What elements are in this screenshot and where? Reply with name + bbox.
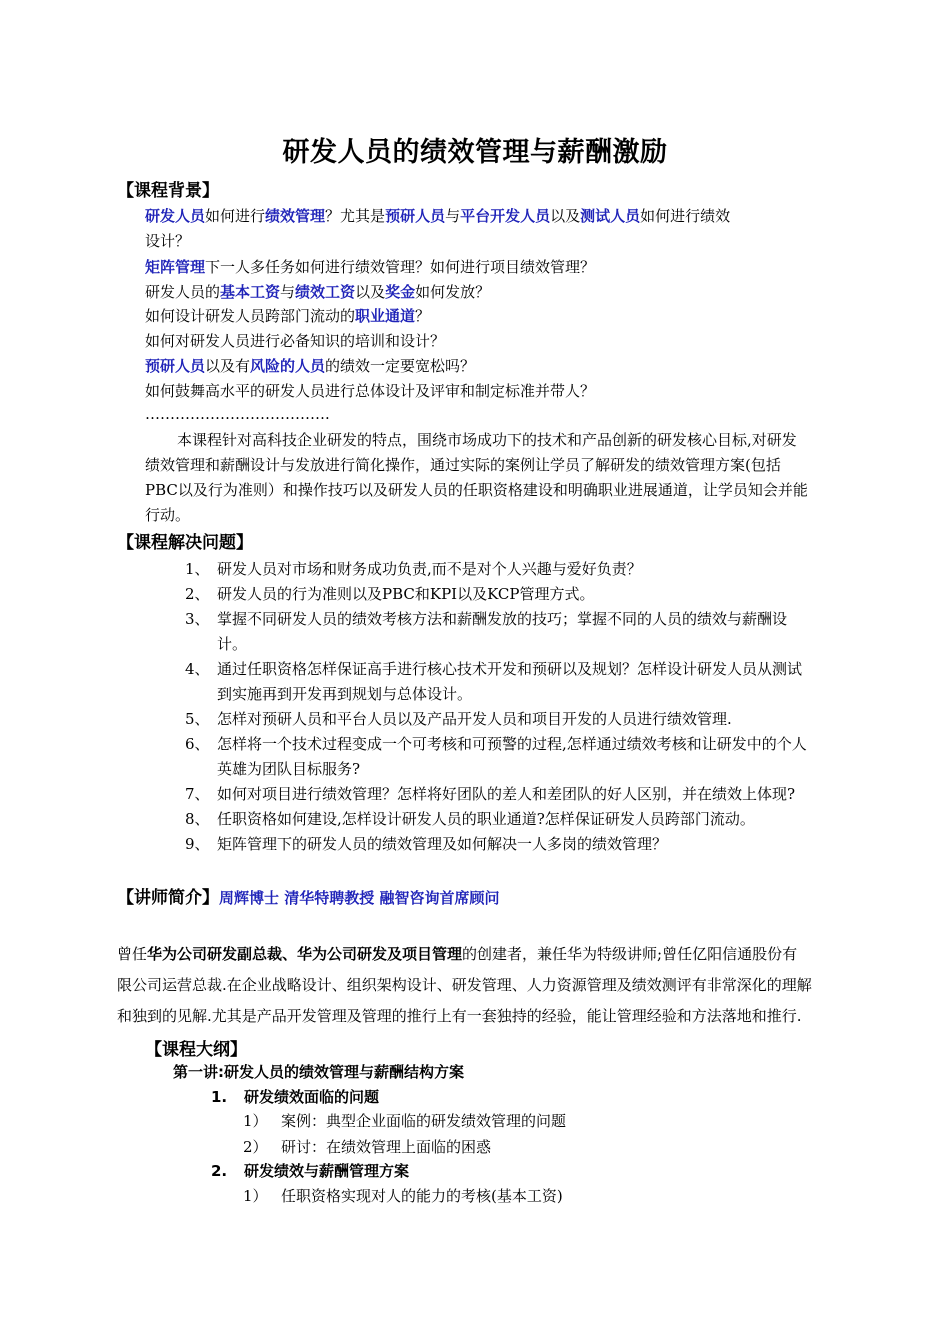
outline-section: [211, 1086, 379, 1107]
section-number: 2.: [211, 1162, 228, 1180]
item-text: 怎样对预研人员和平台人员以及产品开发人员和项目开发的人员进行绩效管理.: [217, 710, 732, 728]
text: 设计？: [145, 232, 191, 250]
section-title: 研发绩效与薪酬管理方案: [244, 1162, 410, 1180]
background-heading: 【课程背景】: [117, 181, 219, 201]
list-item: [185, 832, 810, 857]
list-item: [185, 607, 810, 657]
sub-title: 研讨：在绩效管理上面临的困惑: [281, 1138, 492, 1156]
list-item: [185, 657, 810, 707]
problems-heading: 【课程解决问题】: [117, 533, 253, 553]
lecturer-name: 周辉博士 清华特聘教授 融智咨询首席顾问: [219, 889, 500, 907]
item-text: 怎样将一个技术过程变成一个可考核和可预警的过程,怎样通过绩效考核和让研发中的个人英雄为团队目标服务?: [217, 735, 807, 778]
item-number: 4、: [185, 660, 210, 678]
sub-number: 1）: [243, 1112, 268, 1130]
sub-title: 案例：典型企业面临的研发绩效管理的问题: [281, 1112, 567, 1130]
text: ？尤其是: [325, 207, 386, 225]
item-text: 矩阵管理下的研发人员的绩效管理及如何解决一人多岗的绩效管理？: [217, 835, 668, 853]
item-text: 研发人员对市场和财务成功负责,而不是对个人兴趣与爱好负责？: [217, 560, 642, 578]
keyword: 预研人员: [385, 207, 446, 225]
lecturer-bio: [117, 939, 812, 1032]
section-title: 研发绩效面临的问题: [244, 1088, 380, 1106]
keyword: 预研人员: [145, 357, 206, 375]
text: 如何进行绩效: [640, 207, 731, 225]
list-item: [185, 732, 810, 782]
item-number: 2、: [185, 585, 210, 603]
list-item: [185, 582, 810, 607]
background-question-7: 如何鼓舞高水平的研发人员进行总体设计及评审和制定标准并带人？: [145, 382, 596, 400]
lecturer-heading-line: [117, 883, 499, 908]
keyword: 测试人员: [580, 207, 641, 225]
item-number: 7、: [185, 785, 210, 803]
text: 如何进行: [205, 207, 266, 225]
keyword: 研发人员: [145, 207, 206, 225]
outline-subsection: [243, 1110, 566, 1131]
item-number: 9、: [185, 835, 210, 853]
background-question-2: [145, 256, 595, 277]
background-question-1: [145, 204, 810, 254]
item-text: 通过任职资格怎样保证高手进行核心技术开发和预研以及规划？怎样设计研发人员从测试到实施再到开发再到规划与总体设计。: [217, 660, 803, 703]
text: 与: [445, 207, 461, 225]
keyword: 奖金: [385, 283, 416, 301]
background-question-5: 如何对研发人员进行必备知识的培训和设计？: [145, 332, 446, 350]
text: 以及有: [205, 357, 251, 375]
outline-heading: 【课程大纲】: [145, 1040, 247, 1060]
text: 的绩效一定要宽松吗？: [325, 357, 476, 375]
list-item: [185, 707, 810, 732]
item-text: 研发人员的行为准则以及PBC和KPI以及KCP管理方式。: [217, 585, 595, 603]
text: 下一人多任务如何进行绩效管理？如何进行项目绩效管理？: [205, 258, 596, 276]
lecturer-heading: 【讲师简介】: [117, 888, 219, 908]
keyword: 绩效管理: [265, 207, 326, 225]
text: 以及: [550, 207, 581, 225]
text: 以及: [355, 283, 386, 301]
outline-subsection: [243, 1185, 563, 1206]
item-number: 5、: [185, 710, 210, 728]
keyword: 绩效工资: [295, 283, 356, 301]
keyword: 职业通道: [355, 307, 416, 325]
background-question-4: [145, 305, 430, 326]
keyword: 基本工资: [220, 283, 281, 301]
outline-subsection: [243, 1136, 491, 1157]
item-text: 掌握不同研发人员的绩效考核方法和薪酬发放的技巧；掌握不同的人员的绩效与薪酬设计。: [217, 610, 788, 653]
sub-number: 2）: [243, 1138, 268, 1156]
lecture-1-title: 第一讲:研发人员的绩效管理与薪酬结构方案: [173, 1063, 465, 1081]
keyword: 矩阵管理: [145, 258, 206, 276]
sub-number: 1）: [243, 1187, 268, 1205]
text: 与: [280, 283, 296, 301]
text: 如何设计研发人员跨部门流动的: [145, 307, 356, 325]
list-item: [185, 807, 810, 832]
list-item: [185, 782, 810, 807]
text: 的创建者，兼任华为特级讲师;曾任亿阳信通股份有限公司运营总裁.在企业战略设计、组织架构设计、研发管理、人力资源管理及绩效测评有非常深化的理解和独到的见解.尤其是产品开发管理及管理的推行上有一套独持的经验，能让管理经验和方法落地和推行.: [117, 945, 812, 1025]
text: 曾任: [117, 945, 148, 963]
text: 研发人员的: [145, 283, 221, 301]
item-number: 8、: [185, 810, 210, 828]
keyword: 风险的人员: [250, 357, 326, 375]
item-number: 1、: [185, 560, 210, 578]
ellipsis-dots: ……………………………….: [145, 405, 330, 423]
keyword: 平台开发人员: [460, 207, 551, 225]
text: ？: [415, 307, 431, 325]
background-question-3: [145, 281, 490, 302]
list-item: [185, 557, 810, 582]
item-text: 如何对项目进行绩效管理？怎样将好团队的差人和差团队的好人区别，并在绩效上体现?: [217, 785, 796, 803]
text: 如何发放？: [415, 283, 491, 301]
section-number: 1.: [211, 1088, 228, 1106]
bold-text: 华为公司研发副总裁、华为公司研发及项目管理: [147, 945, 463, 963]
sub-title: 任职资格实现对人的能力的考核(基本工资): [281, 1187, 563, 1205]
outline-section: [211, 1160, 409, 1181]
item-text: 任职资格如何建设,怎样设计研发人员的职业通道?怎样保证研发人员跨部门流动。: [217, 810, 755, 828]
background-question-6: [145, 355, 475, 376]
document-title: 研发人员的绩效管理与薪酬激励: [282, 137, 668, 168]
problems-list: [185, 557, 810, 857]
background-paragraph: 本课程针对高科技企业研发的特点，围绕市场成功下的技术和产品创新的研发核心目标,对研发绩效管理和薪酬设计与发放进行简化操作，通过实际的案例让学员了解研发的绩效管理方案(包括PBC以及行为准则）和操作技巧以及研发人员的任职资格建设和明确职业进展通道，让学员知会并能行动。: [145, 431, 808, 524]
item-number: 3、: [185, 610, 210, 628]
item-number: 6、: [185, 735, 210, 753]
